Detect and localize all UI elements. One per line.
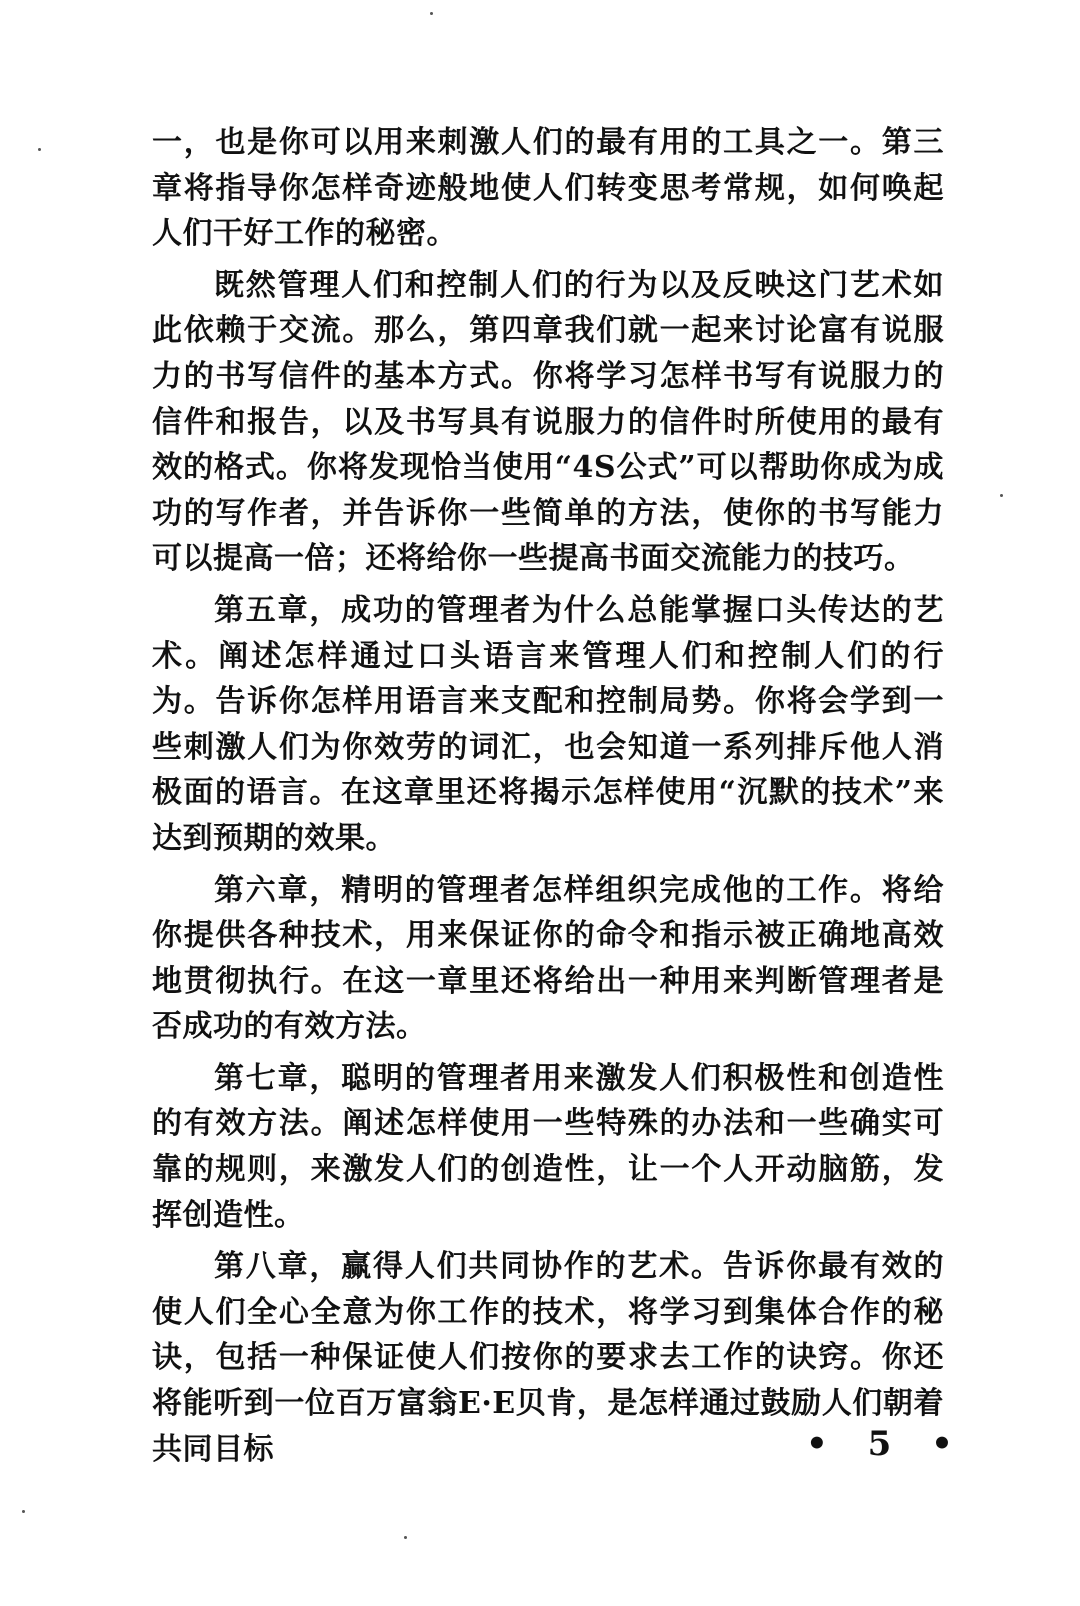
paragraph-chapter-5: 第五章，成功的管理者为什么总能掌握口头传达的艺术。阐述怎样通过口头语言来管理人们和控制人们的行为。告诉你怎样用语言来支配和控制局势。你将会学到一些刺激人们为你效劳的词汇，也会知道一系列排斥他人消极面的语言。在这章里还将揭示怎样使用“沉默的技术”来达到预期的效果。	[152, 592, 944, 856]
scan-speck	[430, 12, 433, 15]
paragraph-chapter-4: 既然管理人们和控制人们的行为以及反映这门艺术如此依赖于交流。那么，第四章我们就一起来讨论富有说服力的书写信件的基本方式。你将学习怎样书写有说服力的信件和报告，以及书写具有说服力的信件时所使用的最有效的格式。你将发现恰当使用“4S公式”可以帮助你成为成功的写作者，并告诉你一些简单的方法，使你的书写能力可以提高一倍；还将给你一些提高书面交流能力的技巧。	[152, 267, 944, 577]
scan-speck	[22, 1510, 25, 1513]
scan-speck	[1000, 494, 1003, 497]
paragraph-chapter-7: 第七章，聪明的管理者用来激发人们积极性和创造性的有效方法。阐述怎样使用一些特殊的办法和一些确实可靠的规则，来激发人们的创造性，让一个人开动脑筋，发挥创造性。	[152, 1060, 944, 1233]
paragraph-1-continued: 一，也是你可以用来刺激人们的最有用的工具之一。第三章将指导你怎样奇迹般地使人们转变思考常规，如何唤起人们干好工作的秘密。	[152, 125, 944, 252]
paragraph-chapter-8: 第八章，赢得人们共同协作的艺术。告诉你最有效的使人们全心全意为你工作的技术，将学习到集体合作的秘诀，包括一种保证使人们按你的要求去工作的诀窍。你还将能听到一位百万富翁E·E贝肯，是怎样通过鼓励人们朝着共同目标	[152, 1249, 944, 1467]
body-text	[152, 120, 944, 1478]
paragraph-chapter-6: 第六章，精明的管理者怎样组织完成他的工作。将给你提供各种技术，用来保证你的命令和指示被正确地高效地贯彻执行。在这一章里还将给出一种用来判断管理者是否成功的有效方法。	[152, 872, 944, 1045]
scan-speck	[404, 1536, 407, 1539]
page-number: • 5 •	[806, 1424, 967, 1464]
scan-speck	[38, 148, 41, 151]
